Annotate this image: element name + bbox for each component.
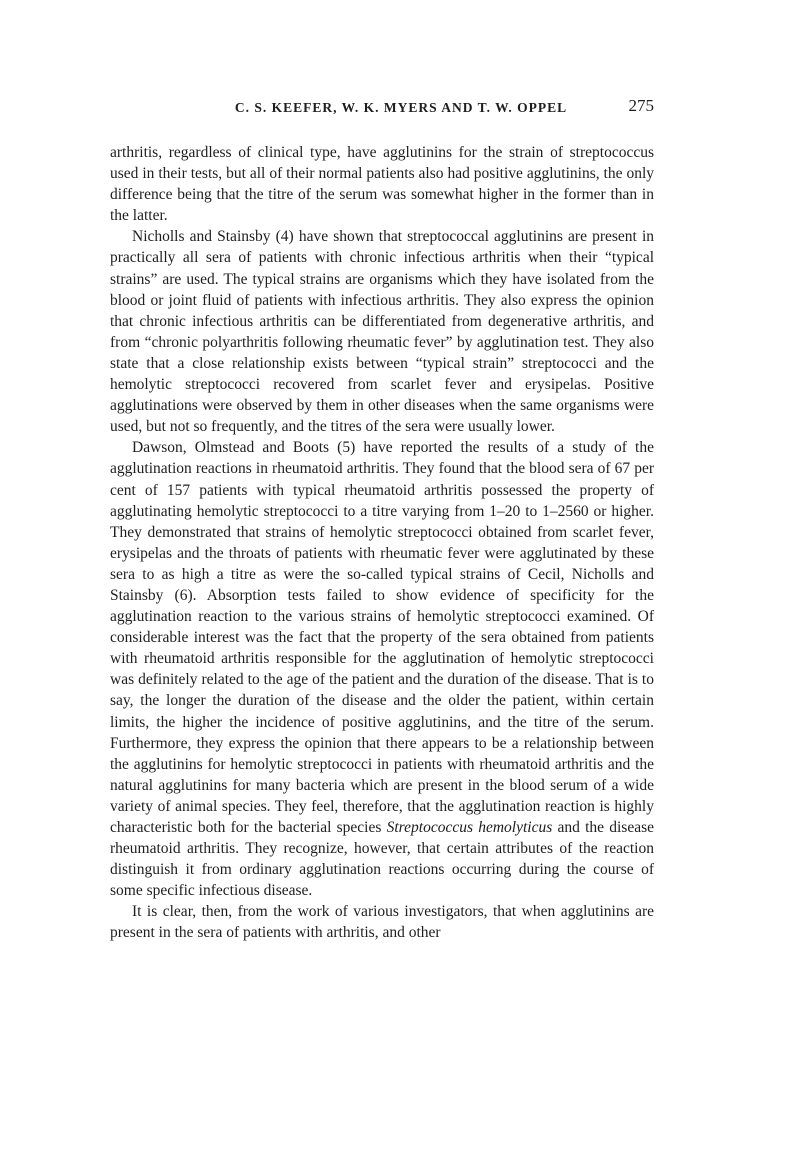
species-name-italic: Streptococcus hemolyticus [386, 819, 553, 836]
body-text [110, 142, 654, 944]
page-header [110, 96, 654, 126]
paragraph-conclusion: It is clear, then, from the work of various investigators, that when agglutinins are present in the sera of patients with arthritis, and other [110, 903, 654, 942]
paragraph-dawson-olmstead-boots [110, 437, 654, 901]
paragraph-nicholls-stainsby: Nicholls and Stainsby (4) have shown that streptococcal agglutinins are present in practically all sera of patients with chronic infectious arthritis when their “typical strains” are used. The typical strains are organisms which they have isolated from the blood or joint fluid of patients with infectious arthritis. They also express the opinion that chronic infectious arthritis can be differentiated from degenerative arthritis, and from “chronic polyarthritis following rheumatic fever” by agglutination test. They also state that a close relationship exists between “typical strain” streptococci and the hemolytic streptococci recovered from scarlet fever and erysipelas. Positive agglutinations were observed by them in other diseases when the same organisms were used, but not so frequently, and the titres of the sera were usually lower. [110, 228, 654, 436]
journal-page [110, 96, 655, 944]
paragraph-text-before-species: Dawson, Olmstead and Boots (5) have reported the results of a study of the agglutination reactions in rheumatoid arthritis. They found that the blood sera of 67 per cent of 157 patients with typical rheumatoid arthritis possessed the property of agglutinating hemolytic streptococci to a titre varying from 1–20 to 1–2560 or higher. They demonstrated that strains of hemolytic streptococci obtained from scarlet fever, erysipelas and the throats of patients with rheumatic fever were agglutinated by these sera to as high a titre as were the so-called typical strains of Cecil, Nicholls and Stainsby (6). Absorption tests failed to show evidence of specificity for the agglutination reaction to the various strains of hemolytic streptococci examined. Of considerable interest was the fact that the property of the sera obtained from patients with rheumatoid arthritis responsible for the agglutination of hemolytic streptococci was definitely related to the age of the patient and the duration of the disease. That is to say, the longer the duration of the disease and the older the patient, within certain limits, the higher the incidence of positive agglutinins, and the titre of the serum. Furthermore, they express the opinion that there appears to be a relationship between the agglutinins for hemolytic streptococci in patients with rheumatoid arthritis and the natural agglutinins for many bacteria which are present in the blood serum of a wide variety of animal species. They feel, therefore, that the agglutination reaction is highly characteristic both for the bacterial species [110, 439, 654, 836]
page-number: 275 [628, 96, 654, 115]
paragraph-text-after-species: and the disease rheumatoid arthritis. They recognize, however, that certain attributes of the reaction distinguish it from ordinary agglutination reactions occurring during the course of some specific infectious disease. [110, 819, 655, 900]
running-title: C. S. KEEFER, W. K. MYERS AND T. W. OPPEL [234, 100, 568, 115]
paragraph-continuation: arthritis, regardless of clinical type, have agglutinins for the strain of streptococcus used in their tests, but all of their normal patients also had positive agglutinins, the only difference being that the titre of the serum was somewhat higher in the former than in the latter. [110, 144, 654, 225]
